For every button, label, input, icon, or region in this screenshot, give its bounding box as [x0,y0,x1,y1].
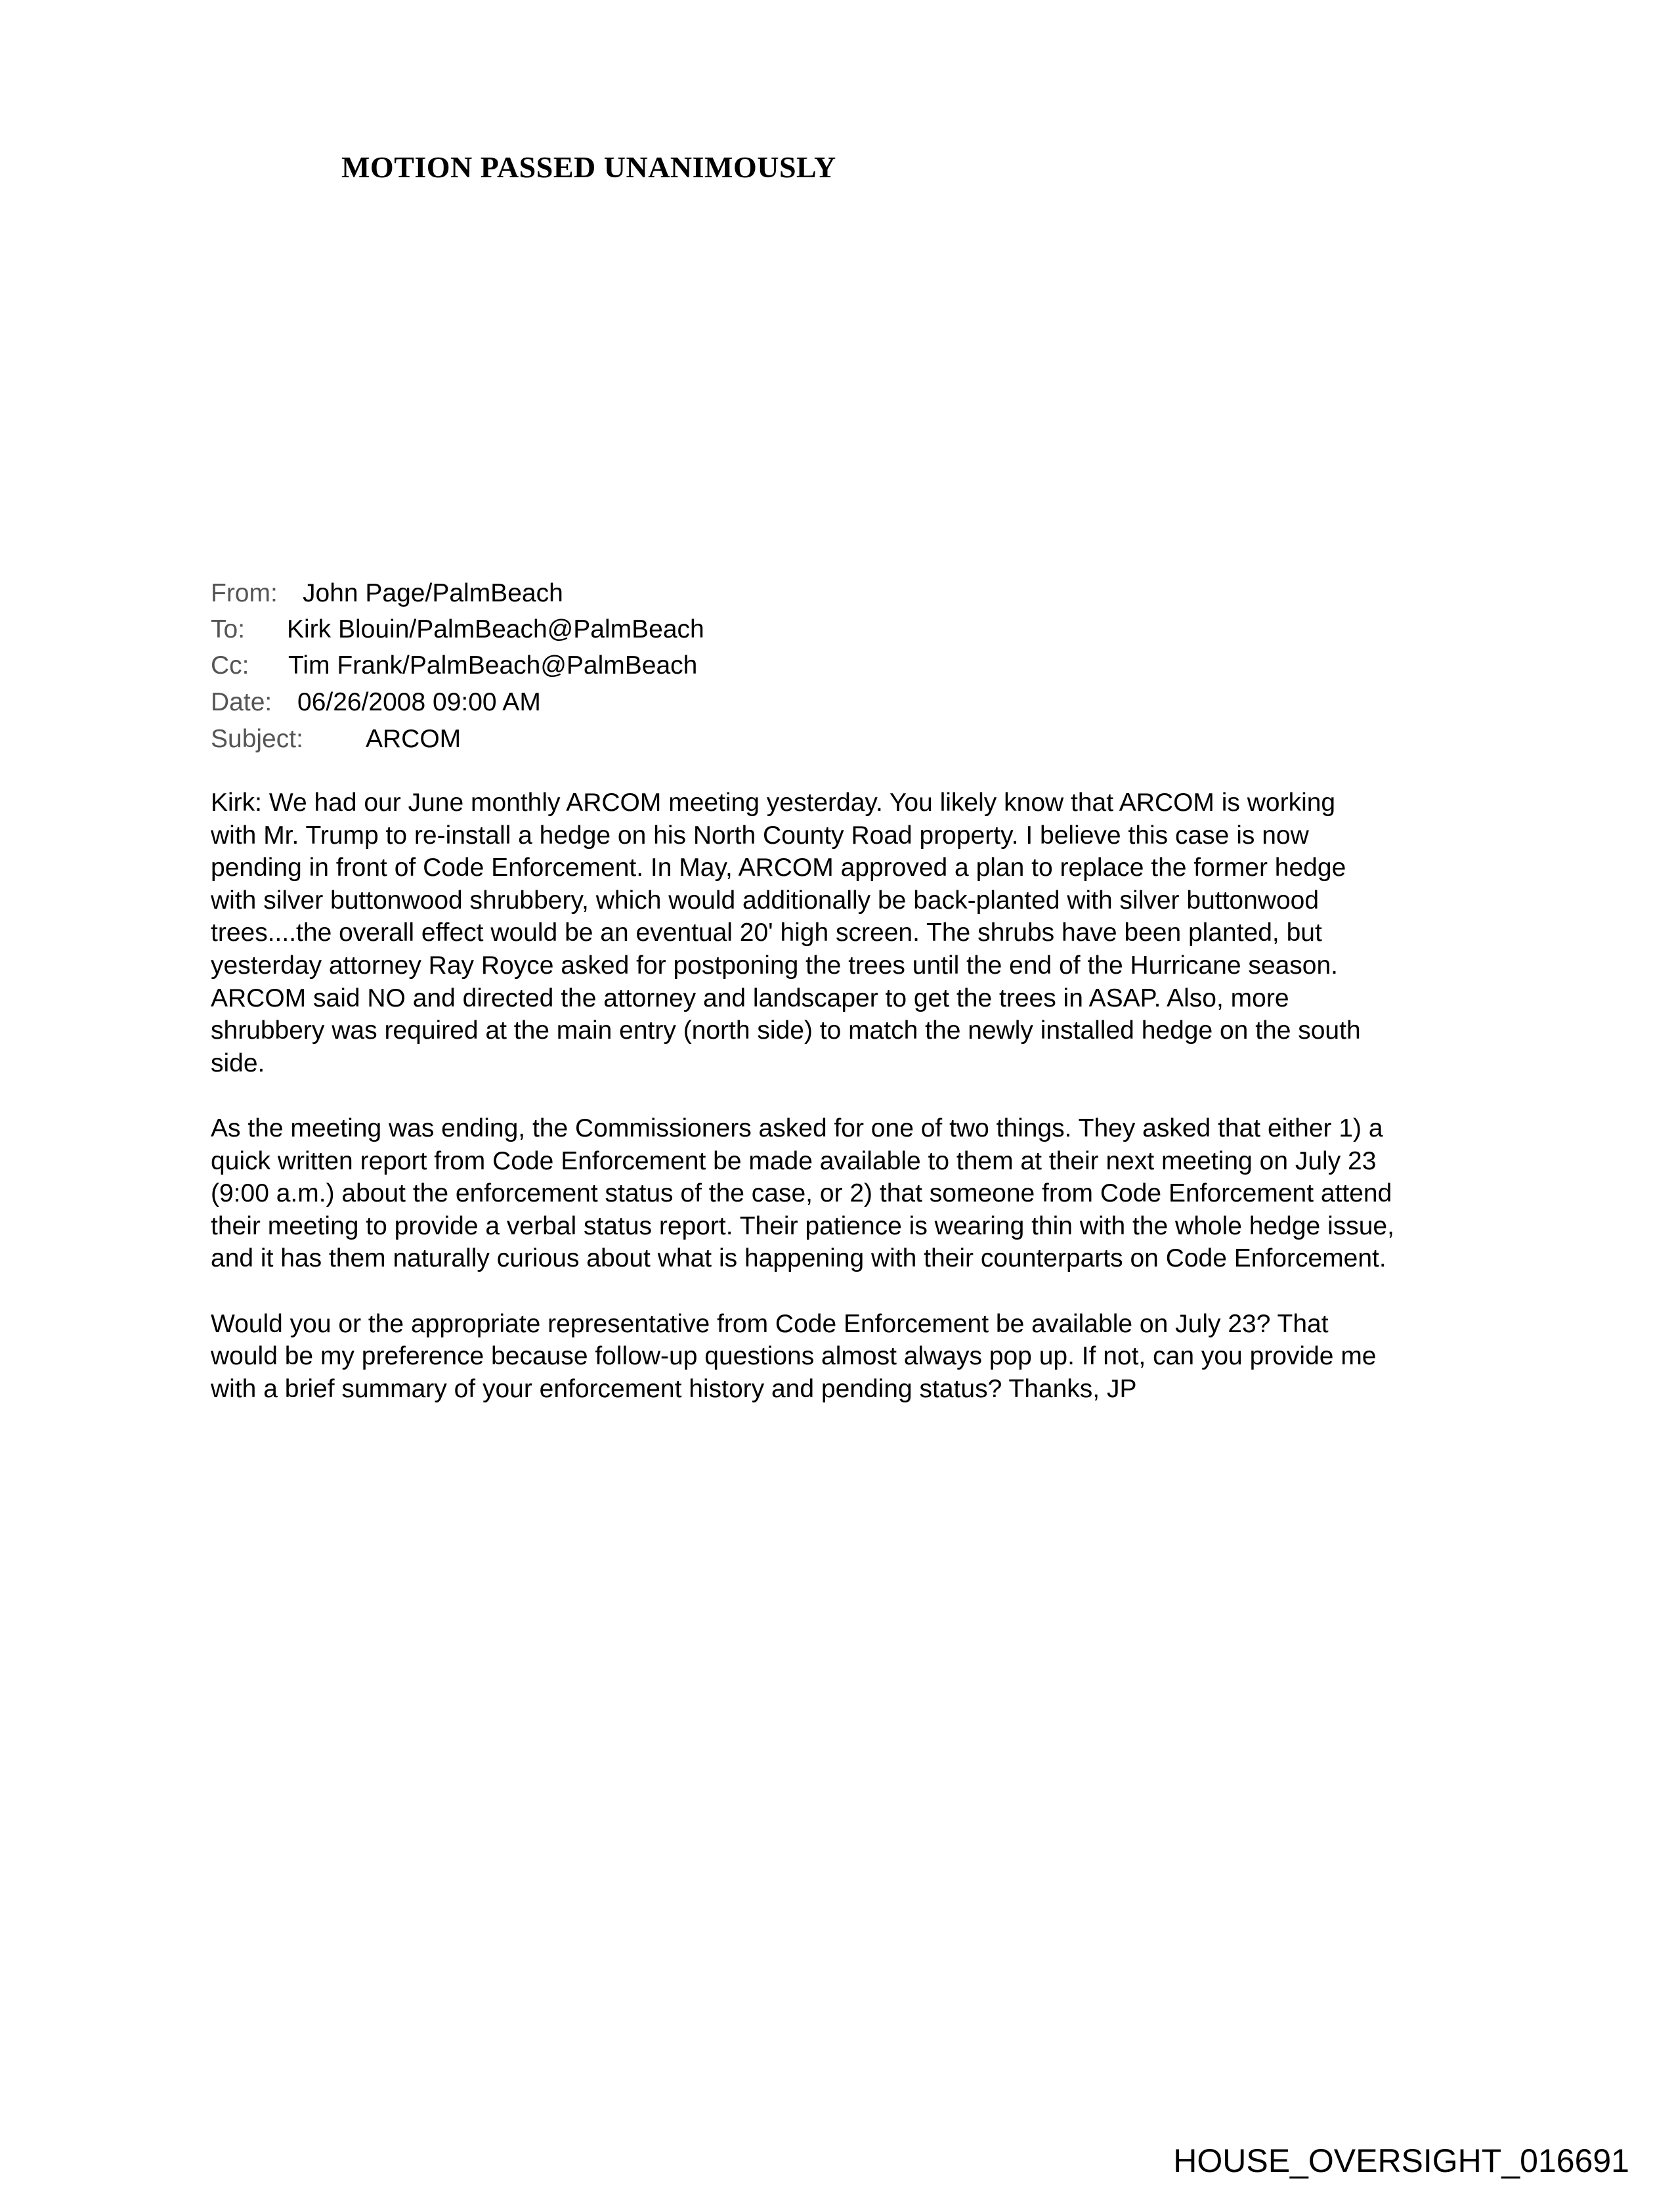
body-line: with silver buttonwood shrubbery, which would additionally be back-planted with silver buttonwood [211,886,1320,915]
body-line: with Mr. Trump to re-install a hedge on his North County Road property. I believe this case is now [211,821,1309,850]
body-line: would be my preference because follow-up questions almost always pop up. If not, can you provide me [211,1342,1377,1371]
body-line: side. [211,1049,265,1077]
date-row [211,689,541,715]
body-paragraph [211,1308,1394,1406]
body-paragraph [211,1112,1394,1275]
body-line: (9:00 a.m.) about the enforcement status of the case, or 2) that someone from Code Enforcement attend [211,1179,1392,1208]
body-line: yesterday attorney Ray Royce asked for postponing the trees until the end of the Hurricane season. [211,951,1338,980]
body-line: Kirk: We had our June monthly ARCOM meeting yesterday. You likely know that ARCOM is working [211,789,1336,817]
from-label: From: [211,579,278,607]
email-body [211,787,1394,1438]
body-line: pending in front of Code Enforcement. In May, ARCOM approved a plan to replace the former hedge [211,854,1346,882]
subject-label: Subject: [211,725,303,753]
cc-row [211,653,697,678]
document-title: MOTION PASSED UNANIMOUSLY [341,150,836,184]
body-line: shrubbery was required at the main entry (north side) to match the newly installed hedge on the south [211,1016,1361,1045]
cc-label: Cc: [211,651,249,680]
body-line: their meeting to provide a verbal status report. Their patience is wearing thin with the whole hedge issue, [211,1211,1394,1240]
body-line: ARCOM said NO and directed the attorney and landscaper to get the trees in ASAP. Also, more [211,984,1289,1012]
cc-value: Tim Frank/PalmBeach@PalmBeach [288,651,698,680]
body-line: and it has them naturally curious about what is happening with their counterparts on Code Enforcement. [211,1244,1386,1273]
body-line: quick written report from Code Enforcement be made available to them at their next meeting on July 23 [211,1146,1377,1175]
date-label: Date: [211,688,272,716]
to-row [211,617,704,642]
to-value: Kirk Blouin/PalmBeach@PalmBeach [287,615,704,643]
body-line: trees....the overall effect would be an eventual 20' high screen. The shrubs have been planted, but [211,919,1322,947]
subject-value: ARCOM [366,725,461,753]
bates-number: HOUSE_OVERSIGHT_016691 [1173,2142,1629,2179]
body-line: Would you or the appropriate representative from Code Enforcement be available on July 23? That [211,1309,1329,1338]
subject-row [211,726,461,752]
body-paragraph [211,787,1394,1079]
body-line: As the meeting was ending, the Commissioners asked for one of two things. They asked that either 1) a [211,1114,1383,1142]
from-value: John Page/PalmBeach [303,579,563,607]
body-line: with a brief summary of your enforcement history and pending status? Thanks, JP [211,1374,1137,1403]
date-value: 06/26/2008 09:00 AM [297,688,541,716]
from-row [211,580,563,606]
to-label: To: [211,615,246,643]
